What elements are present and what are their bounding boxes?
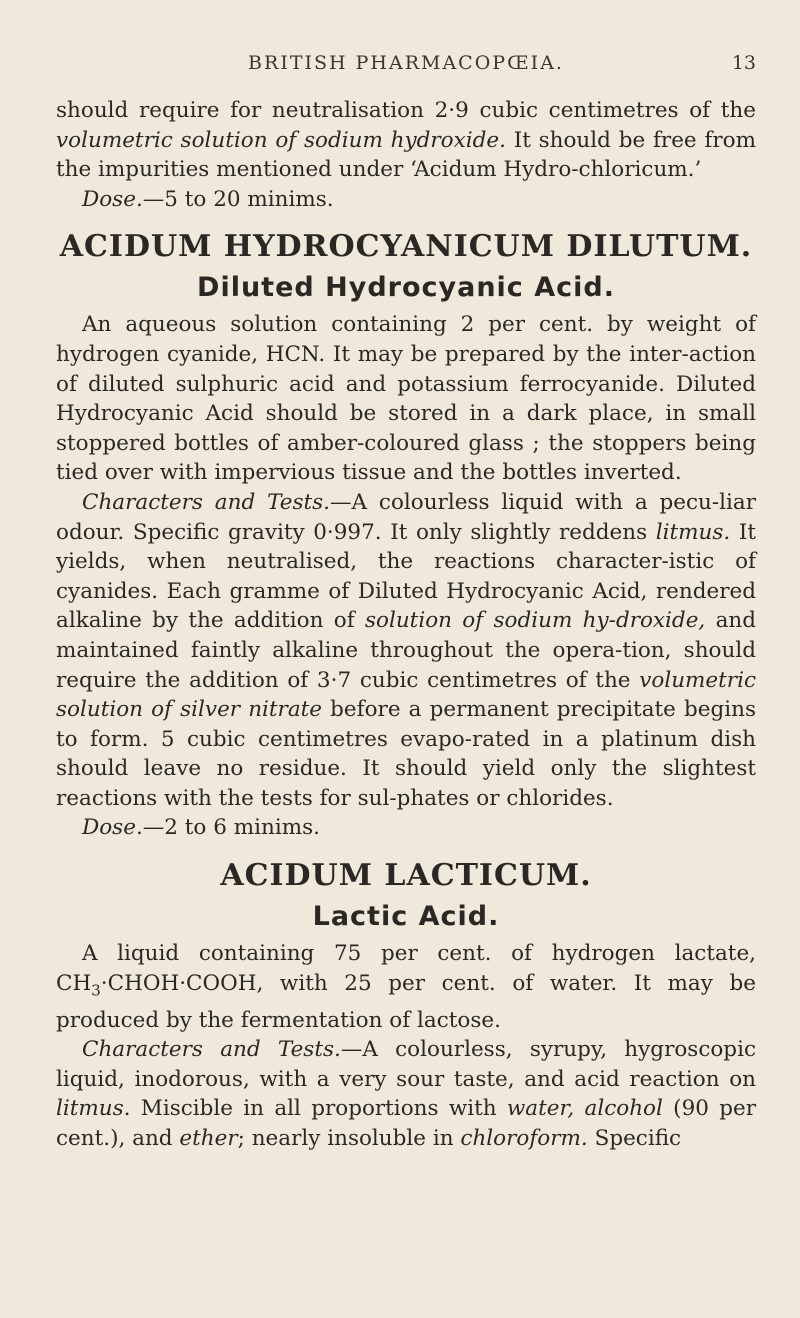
running-header	[56, 52, 756, 82]
characters-tests-label: Characters and Tests.	[82, 489, 331, 515]
italic-run: water, alcohol	[506, 1096, 663, 1122]
text-run: and maintained faintly alkaline throughout the opera-tion, should require the addition of 3·7 cubic centimetres of the	[56, 608, 756, 693]
text-run: Miscible in all proportions with	[130, 1096, 507, 1122]
characters-tests-label: Characters and Tests.	[82, 1037, 341, 1063]
italic-run: volumetric solution of sodium hydroxide.	[56, 127, 506, 153]
italic-run: litmus.	[56, 1096, 131, 1122]
dose-line	[56, 185, 756, 215]
italic-run: chloroform.	[460, 1125, 588, 1151]
continued-paragraph	[56, 96, 756, 185]
description-paragraph	[56, 939, 756, 1035]
subscript: 3	[91, 980, 101, 999]
section-heading: ACIDUM HYDROCYANICUM DILUTUM.	[59, 229, 753, 265]
section-subheading: Lactic Acid.	[312, 901, 500, 933]
italic-run: solution of sodium hy-droxide,	[364, 608, 706, 634]
text-run: —A colourless, syrupy, hygroscopic liquid, inodorous, with a very sour taste, and acid reaction on	[56, 1037, 756, 1092]
text-run: Specific	[587, 1125, 682, 1151]
page-body	[56, 96, 756, 1154]
dose-text: —5 to 20 minims.	[142, 186, 334, 212]
dose-line	[56, 813, 756, 843]
page-number: 13	[731, 52, 756, 74]
text-run: ; nearly insoluble in	[237, 1125, 461, 1151]
italic-run: litmus.	[655, 519, 731, 545]
characters-tests-paragraph	[56, 1035, 756, 1153]
italic-run: volumetric solution of silver nitrate	[56, 667, 756, 723]
dose-text: —2 to 6 minims.	[142, 815, 320, 841]
text-run: should require for neutralisation 2·9 cubic centimetres of the	[56, 98, 756, 123]
italic-run: ether	[179, 1125, 238, 1151]
characters-tests-paragraph	[56, 488, 756, 814]
text-run: (90 per cent.), and	[56, 1096, 756, 1151]
text-run: ·CHOH·COOH, with 25 per cent. of water. It may be produced by the fermentation of lactose.	[56, 970, 756, 1033]
section-heading: ACIDUM LACTICUM.	[220, 858, 592, 894]
description-paragraph: An aqueous solution containing 2 per cent. by weight of hydrogen cyanide, HCN. It may be prepared by the inter-action of diluted sulphuric acid and potassium ferrocyanide. Diluted Hydrocyanic Acid should be stored in a dark place, in small stoppered bottles of amber-coloured glass ; the stoppers being tied over with impervious tissue and the bottles inverted.	[56, 312, 756, 486]
text-run: It yields, when neutralised, the reactions character-istic of cyanides. Each gramme of Diluted Hydrocyanic Acid, rendered alkaline by the addition of	[56, 519, 757, 634]
text-run: It should be free from the impurities mentioned under ‘Acidum Hydro-chloricum.’	[56, 127, 756, 183]
dose-label: Dose.	[82, 815, 143, 841]
text-run: A liquid containing 75 per cent. of hydrogen lactate, CH	[56, 941, 756, 996]
text-run: —A colourless liquid with a pecu-liar odour. Specific gravity 0·997. It only slightly reddens	[56, 489, 756, 545]
running-title: BRITISH PHARMACOPŒIA.	[248, 52, 564, 74]
section-subheading: Diluted Hydrocyanic Acid.	[197, 272, 615, 304]
dose-label: Dose.	[82, 186, 143, 212]
text-run: before a permanent precipitate begins to form. 5 cubic centimetres evapo-rated in a platinum dish should leave no residue. It should yield only the slightest reactions with the tests for sul-phates or chlorides.	[56, 697, 757, 811]
